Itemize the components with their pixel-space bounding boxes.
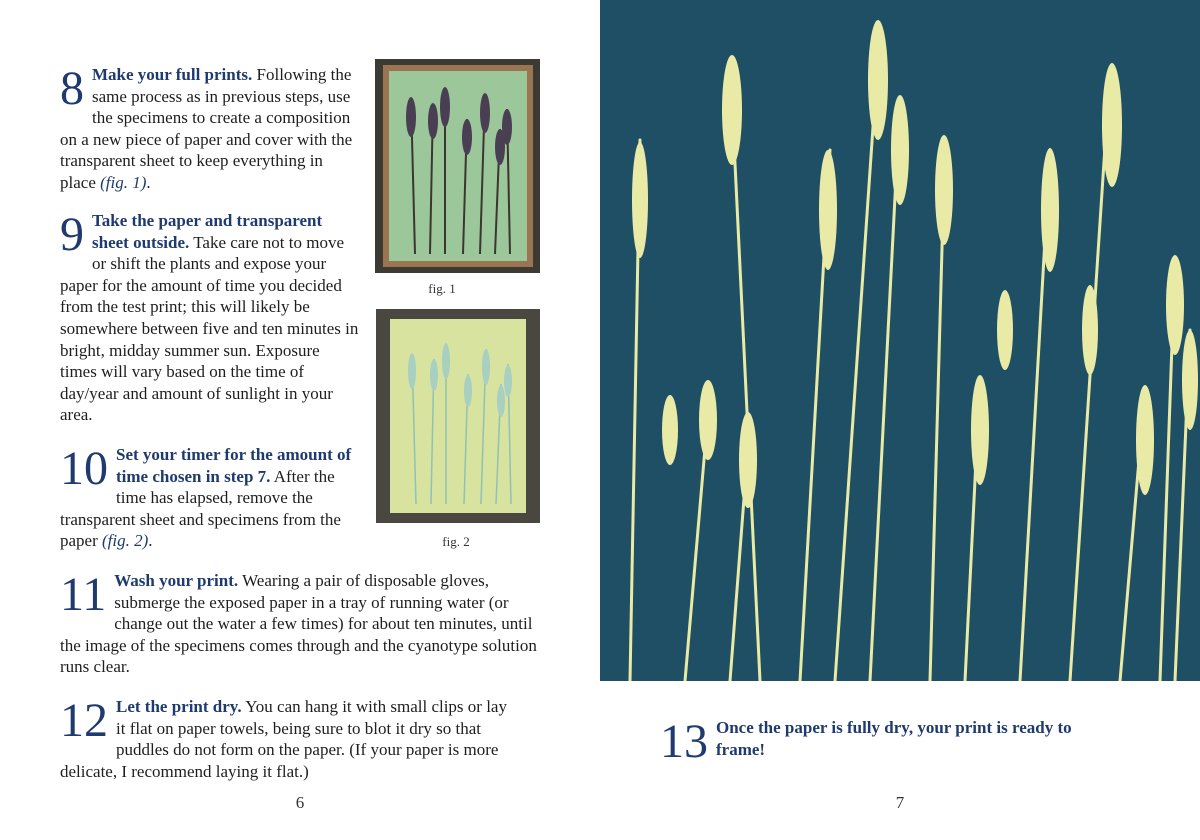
step-body: After the time has elapsed, remove the transparent sheet and specimens from the paper [60, 466, 341, 551]
step-number: 12 [60, 694, 108, 747]
figure-1-caption: fig. 1 [428, 281, 456, 296]
step-heading: Once the paper is fully dry, your print is ready to frame! [716, 718, 1072, 759]
page-number: 7 [895, 793, 905, 812]
step-heading: Wash your print. [114, 571, 239, 590]
step-heading: Let the print dry. [116, 697, 242, 716]
step-heading: Take the paper and transparent sheet outside. [92, 211, 323, 252]
step-12 [60, 696, 520, 782]
step-heading: Set your timer for the amount of time chosen in step 7. [116, 445, 352, 486]
page-number: 6 [295, 793, 305, 812]
step-heading: Make your full prints. [92, 65, 253, 84]
step-number: 13 [660, 715, 708, 768]
step-13 [660, 715, 1100, 768]
figure-reference: (fig. 1) [100, 172, 147, 192]
step-10 [60, 444, 365, 552]
step-tail: . [148, 531, 153, 551]
figure-2-photo [376, 309, 540, 523]
step-number: 11 [60, 568, 107, 621]
figure-reference: (fig. 2) [102, 531, 149, 551]
step-body: You can hang it with small clips or lay it flat on paper towels, being sure to blot it dry so that puddles do not form on the paper. (If your paper is more delicate, I recommend laying it flat.) [60, 697, 507, 781]
step-number: 8 [60, 62, 84, 115]
step-number: 9 [60, 208, 84, 261]
step-number: 10 [60, 442, 108, 495]
figure-1-photo [375, 59, 540, 273]
step-11 [60, 570, 540, 678]
step-8 [60, 64, 360, 194]
right-page [600, 0, 1200, 840]
figure-2-caption: fig. 2 [442, 534, 470, 549]
cyanotype-print-image [600, 0, 1200, 681]
step-body: Take care not to move or shift the plants and expose your paper for the amount of time you decided from the test print; this will likely be somewhere between five and ten minutes in bright, midday summer sun. Exposure times will vary based on the time of day/year and amount of sunlight in your area. [60, 232, 359, 425]
step-body: Wearing a pair of disposable gloves, submerge the exposed paper in a tray of running water (or change out the water a few times) for about ten minutes, until the image of the specimens comes through and the cyanotype solution runs clear. [60, 571, 537, 677]
step-body: Following the same process as in previous steps, use the specimens to create a composition on a new piece of paper and cover with the transparent sheet to keep everything in place [60, 65, 353, 192]
step-9 [60, 210, 360, 426]
step-tail: . [146, 172, 151, 192]
